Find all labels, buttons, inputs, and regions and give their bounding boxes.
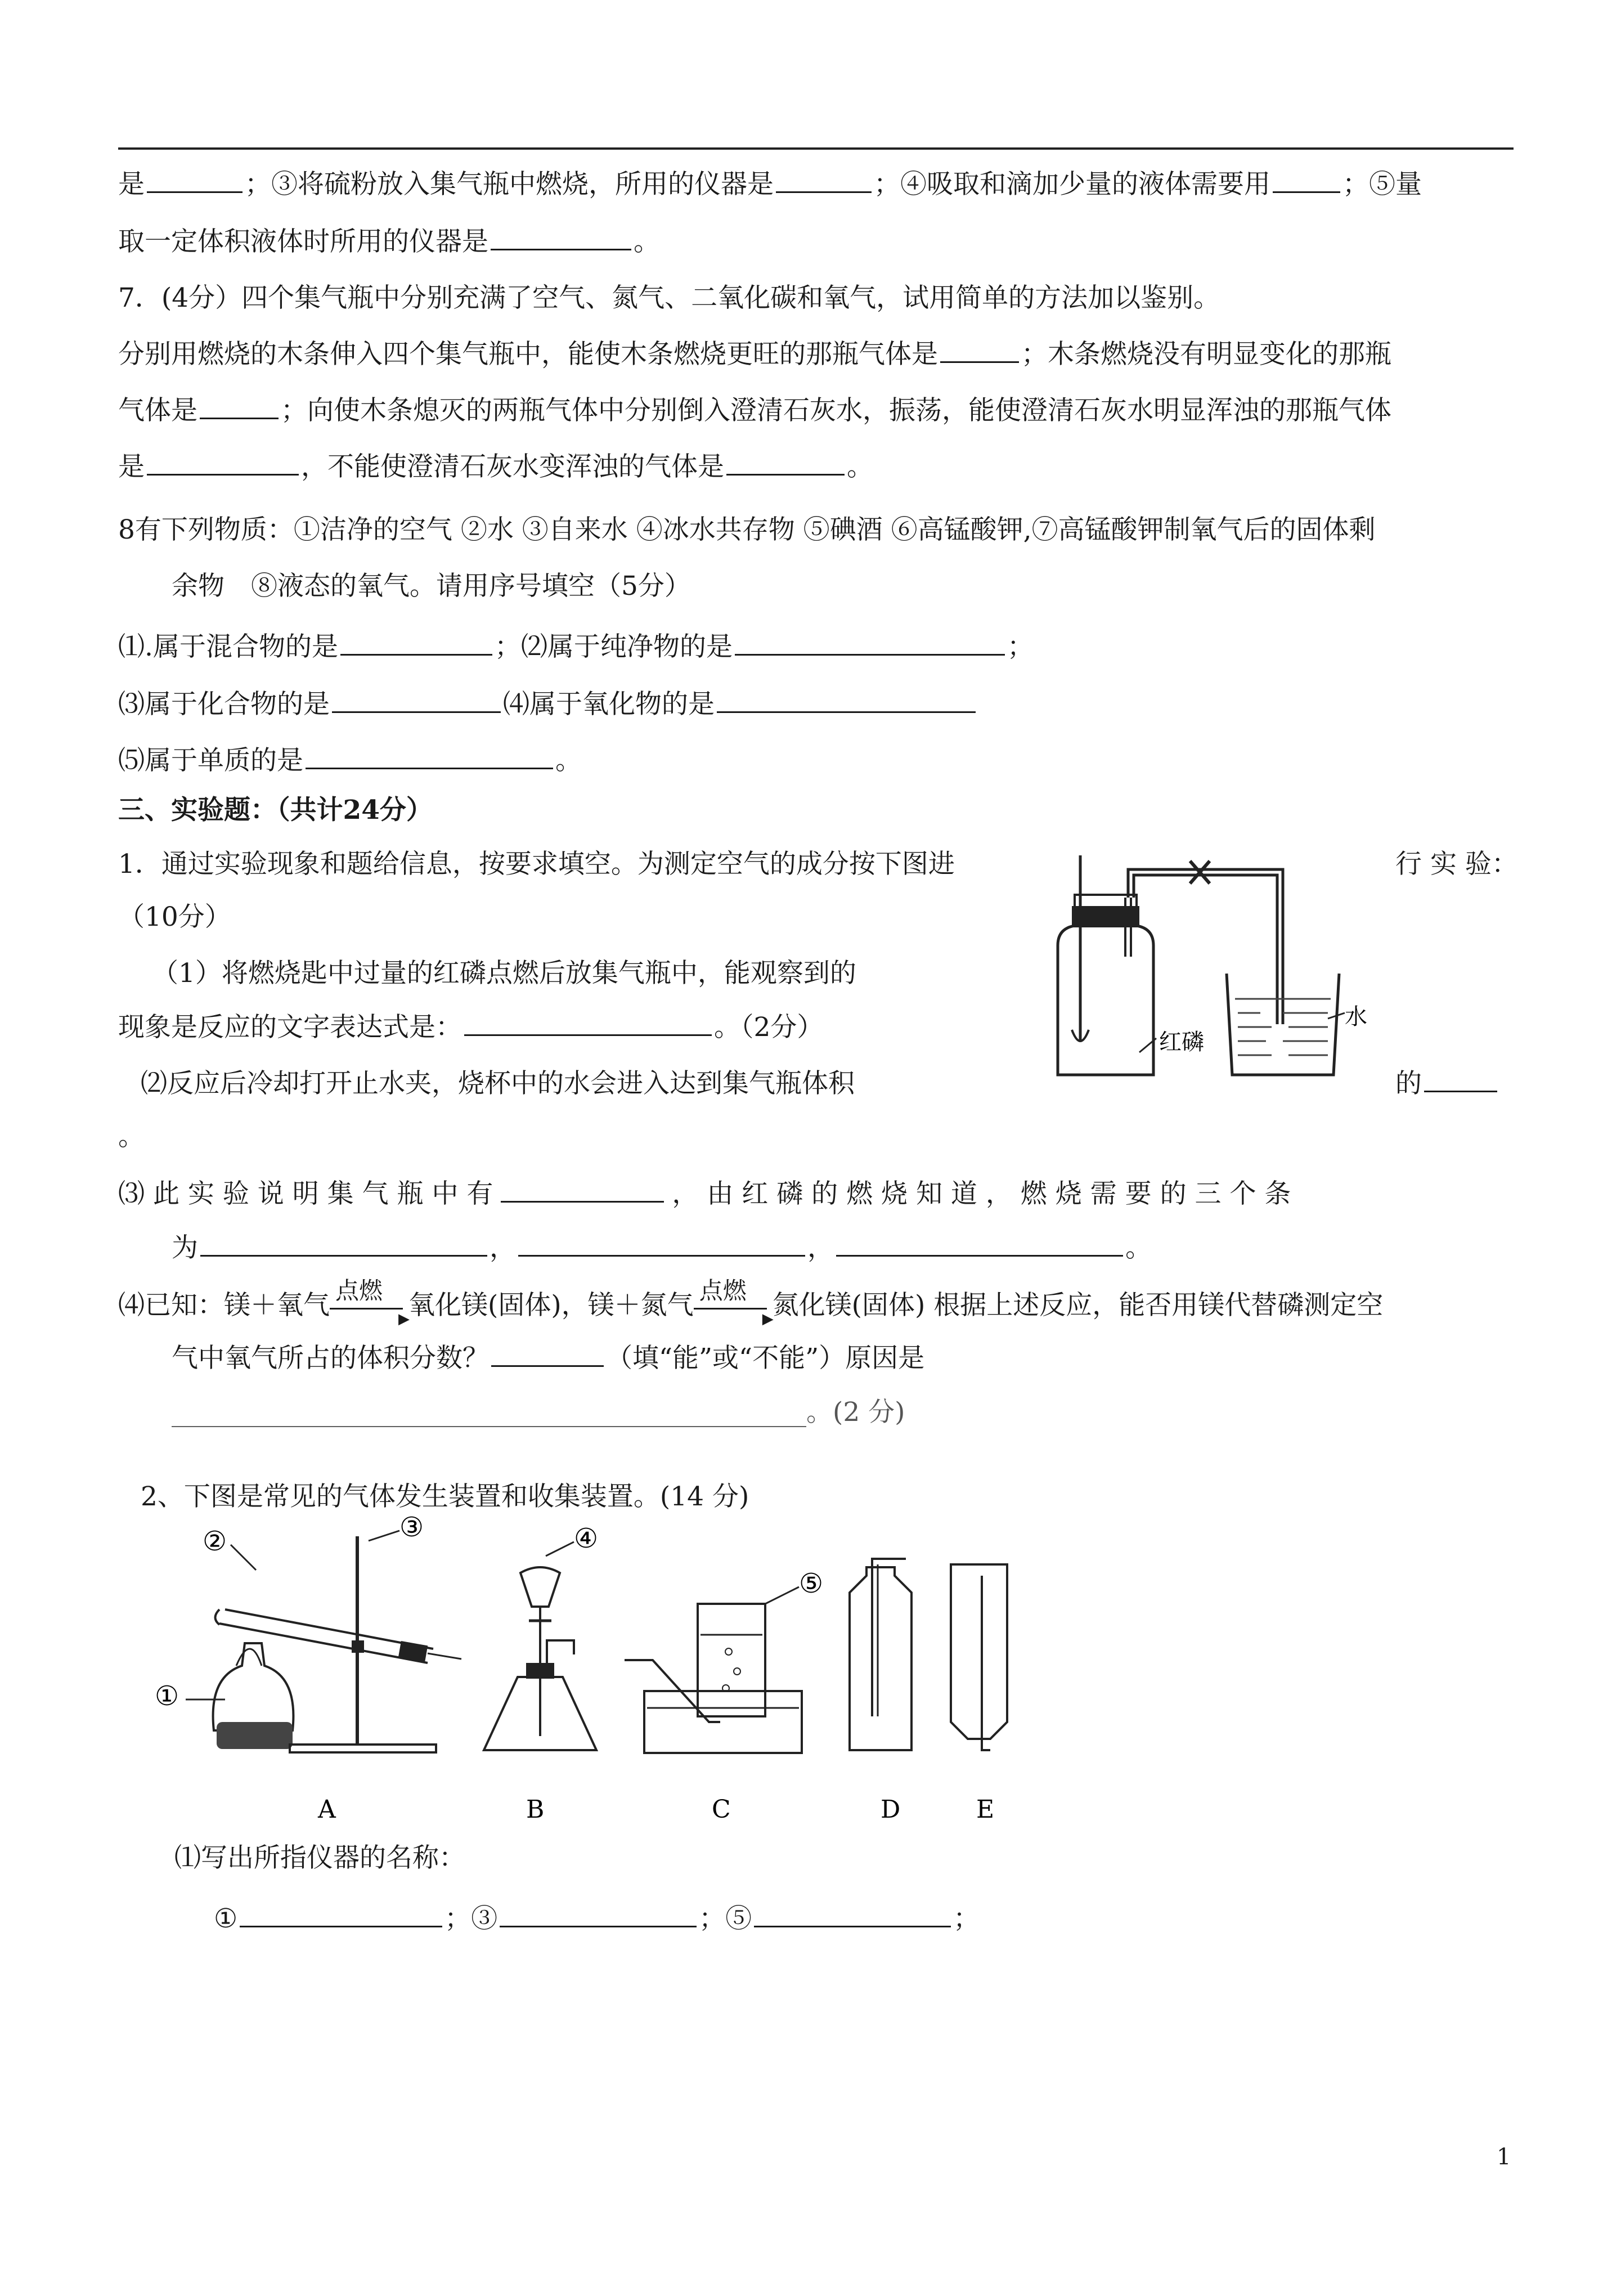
blank[interactable]: [836, 1231, 1123, 1257]
mark-2: ②: [203, 1526, 227, 1557]
label-B: B: [526, 1795, 545, 1824]
mark-5: ⑤: [799, 1568, 824, 1599]
section-3-heading: 三、实验题：（共计24分）: [118, 795, 433, 826]
header-rule: [118, 147, 1514, 150]
q7-line-1: 分别用燃烧的木条伸入四个集气瓶中，能使木条燃烧更旺的那瓶气体是 ；木条燃烧没有明显变化的那瓶: [118, 339, 1391, 370]
q8-line-4: ⑶属于化合物的是 ⑷属于氧化物的是: [118, 688, 978, 721]
blank[interactable]: [1273, 168, 1340, 193]
e1-line-5-end: 的: [1395, 1067, 1499, 1101]
reaction-arrow: 点燃 ▶: [330, 1289, 408, 1322]
label-E: E: [976, 1795, 995, 1824]
blank[interactable]: [1424, 1067, 1497, 1092]
q7-title: 7．(4分）四个集气瓶中分别充满了空气、氮气、二氧化碳和氧气，试用简单的方法加以鉴别。: [118, 282, 1220, 313]
gas-apparatus-figure: [146, 1514, 1058, 1829]
phosphorus-apparatus-figure: [1047, 844, 1367, 1092]
blank[interactable]: [147, 168, 243, 193]
e1-line-3: （1）将燃烧匙中过量的红磷点燃后放集气瓶中，能观察到的: [152, 958, 856, 989]
blank[interactable]: [717, 688, 976, 713]
blank[interactable]: [940, 338, 1019, 363]
e1-line-2: （10分）: [118, 902, 231, 932]
q8-line-1: 8有下列物质：①洁净的空气 ②水 ③自来水 ④冰水共存物 ⑤碘酒 ⑥高锰酸钾,⑦高锰酸钾制氧气后的固体剩: [118, 514, 1376, 545]
mark-3: ③: [399, 1512, 424, 1543]
blank[interactable]: [200, 394, 279, 419]
text-line-1: 是 ；③将硫粉放入集气瓶中燃烧，所用的仪器是 ；④吸取和滴加少量的液体需要用 ；⑤量: [118, 169, 1422, 200]
e2-line-1: 2、下图是常见的气体发生装置和收集装置。(14 分): [141, 1481, 749, 1512]
q8-line-3: ⑴.属于混合物的是 ；⑵属于纯净物的是 ；: [118, 631, 1034, 662]
blank[interactable]: [240, 1902, 442, 1927]
blank[interactable]: [518, 1231, 805, 1257]
blank[interactable]: [306, 744, 553, 769]
e1-line-5: ⑵反应后冷却打开止水夹，烧杯中的水会进入达到集气瓶体积: [141, 1068, 855, 1099]
e2-answers: ① ；③ ；⑤ ；: [214, 1903, 980, 1934]
label-red-phosphorus: 红磷: [1159, 1029, 1204, 1055]
e1-line-6: 。: [118, 1121, 145, 1152]
blank[interactable]: [754, 1902, 951, 1927]
blank[interactable]: [147, 450, 299, 476]
e1-line-7: ⑶ 此 实 验 说 明 集 气 瓶 中 有 ， 由 红 磷 的 燃 烧 知 道 ， 燃 烧 需 要 的 三 个 条: [118, 1178, 1291, 1209]
e1-line-1: 1．通过实验现象和题给信息，按要求填空。为测定空气的成分按下图进: [118, 849, 955, 880]
mark-4: ④: [574, 1523, 599, 1554]
page-number: 1: [1497, 2144, 1511, 2170]
e1-line-1-end: 行 实 验：: [1395, 849, 1518, 880]
blank[interactable]: [491, 1342, 604, 1367]
q7-line-3: 是 ，不能使澄清石灰水变浑浊的气体是 。: [118, 451, 873, 482]
label-A: A: [318, 1795, 336, 1824]
reaction-arrow: 点燃 ▶: [694, 1289, 773, 1322]
blank[interactable]: [332, 688, 501, 713]
blank[interactable]: [491, 225, 631, 250]
blank[interactable]: [500, 1902, 697, 1927]
blank[interactable]: [726, 450, 845, 476]
e1-line-11: ________________________________________________。(2 分): [172, 1397, 905, 1428]
blank[interactable]: [464, 1011, 712, 1036]
q7-line-2: 气体是 ；向使木条熄灭的两瓶气体中分别倒入澄清石灰水，振荡，能使澄清石灰水明显浑浊的那瓶气体: [118, 395, 1391, 426]
e1-line-8: 为 ， ， 。: [172, 1232, 1152, 1263]
blank[interactable]: [776, 168, 872, 193]
blank[interactable]: [200, 1231, 487, 1257]
q8-line-2: 余物 ⑧液态的氧气。请用序号填空（5分）: [172, 571, 691, 602]
label-D: D: [881, 1795, 901, 1824]
e1-line-9: ⑷已知：镁＋氧气 点燃 ▶ 氧化镁(固体)，镁＋氮气 点燃 ▶ 氮化镁(固体) 根据上述反应，能否用镁代替磷测定空: [118, 1277, 1384, 1328]
label-C: C: [712, 1795, 731, 1824]
label-water: 水: [1345, 1004, 1367, 1030]
mark-1: ①: [155, 1680, 179, 1712]
e1-line-4: 现象是反应的文字表达式是： 。（2分）: [118, 1012, 824, 1043]
e2-question-1: ⑴写出所指仪器的名称：: [174, 1842, 465, 1873]
q8-line-5: ⑸属于单质的是 。: [118, 745, 582, 776]
blank[interactable]: [735, 630, 1005, 656]
blank[interactable]: [340, 630, 492, 656]
e1-line-10: 气中氧气所占的体积分数？ （填“能”或“不能”）原因是: [172, 1343, 925, 1374]
text-line-2: 取一定体积液体时所用的仪器是 。: [118, 226, 660, 257]
blank[interactable]: [501, 1177, 664, 1203]
